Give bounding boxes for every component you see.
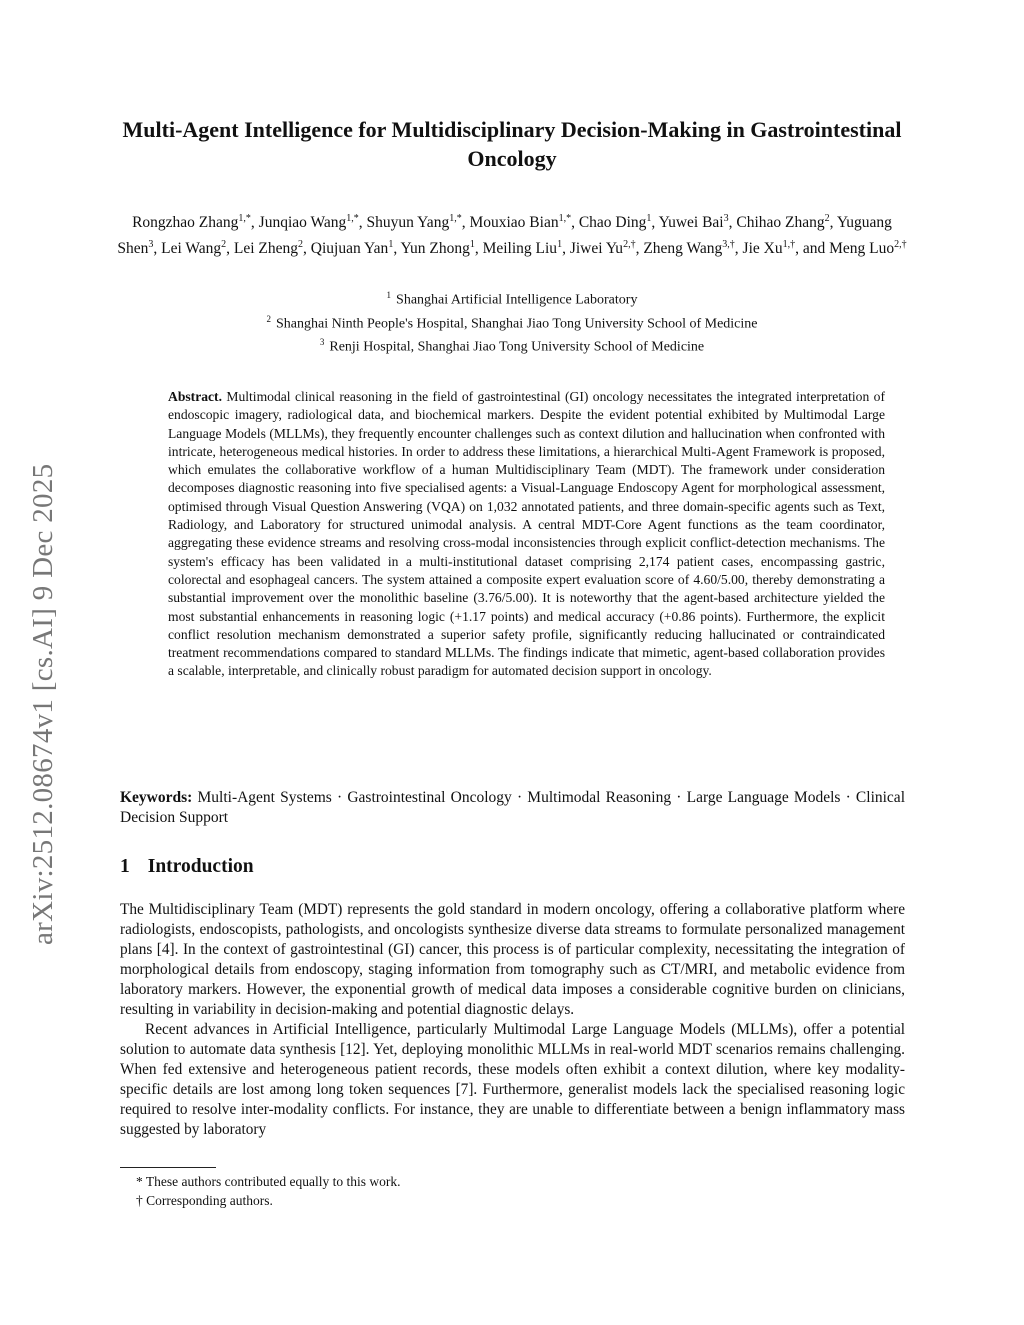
author: Lei Zheng$^2$	[233, 239, 304, 258]
author: Qiujuan Yan$^1$	[310, 239, 394, 258]
author-affiliation-mark: 1,†	[782, 239, 796, 251]
author: Jie $Xu^{1,\dagger}$	[742, 239, 796, 258]
paper-title: Multi-Agent Intelligence for Multidisciplinary Decision-Making in Gastrointestinal Oncology	[122, 117, 902, 171]
author-affiliation-mark: 1	[557, 239, 563, 251]
author: Rongzhao Zhang$^{1,*}$	[132, 213, 251, 232]
section-number: 1	[120, 856, 130, 877]
author: Yuwei Bai$^3$	[658, 213, 729, 232]
author-affiliation-mark: 1,*	[558, 213, 572, 224]
paragraph: Recent advances in Artificial Intelligence, particularly Multimodal Large Language Models (MLLMs), offer a potential solution to automate data synthesis [12]. Yet, deploying monolithic MLLMs in real-world MDT scenarios remains challenging. When fed extensive and heterogeneous patient records, these models often exhibit a context dilution, where key modality-specific details are lost among long token sequences [7]. Furthermore, generalist models lack the specialised reasoning logic required to resolve inter-modality conflicts. For instance, they are unable to differentiate between a benign inflammatory mass suggested by laboratory	[120, 1021, 905, 1138]
author-affiliation-mark: 2	[824, 213, 830, 224]
footnote: * These authors contributed equally to this work.	[136, 1174, 401, 1189]
arxiv-identifier: arXiv:2512.08674v1 [cs.AI] 9 Dec 2025	[27, 463, 59, 945]
paragraph: The Multidisciplinary Team (MDT) represents the gold standard in modern oncology, offering a collaborative platform where radiologists, endoscopists, pathologists, and oncologists synthesize diverse data streams to formulate personalized management plans [4]. In the context of gastrointestinal (GI) cancer, this process is of particular complexity, necessitating the integration of morphological details from endoscopy, staging information from tomography such as CT/MRI, and metabolic evidence from laboratory markers. However, the exponential growth of medical data imposes a considerable cognitive burden on clinicians, resulting in variability in decision-making and potential diagnostic delays.	[120, 901, 905, 1018]
author: Jiwei $Yu^{2,\dagger}$	[569, 239, 636, 258]
author-affiliation-mark: 1,*	[346, 213, 359, 224]
footnote-rule	[120, 1167, 216, 1168]
author-affiliation-mark: 1,*	[449, 213, 462, 224]
author: Yuguang Shen$^3$	[117, 214, 892, 258]
author: Junqiao Wang$^{1,*}$	[258, 213, 359, 232]
footnotes	[120, 1172, 400, 1210]
author-affiliation-mark: 1	[646, 213, 652, 224]
author-affiliation-mark: 3,†	[722, 239, 735, 251]
author: Zheng Wang$^{3,\dagger}$	[643, 239, 735, 258]
author: Shuyun Yang$^{1,*}$	[366, 213, 462, 232]
section-title: Introduction	[147, 856, 254, 877]
author-affiliation-mark: 3	[148, 239, 154, 251]
author-affiliation-mark: 2	[221, 239, 227, 251]
keywords-label: Keywords:	[120, 789, 193, 806]
author: Yun Zhong$^1$	[400, 239, 475, 258]
section-heading	[120, 856, 272, 878]
footnote: † Corresponding authors.	[136, 1193, 273, 1208]
affiliation: $^2$ Shanghai Ninth People's Hospital, Shanghai Jiao Tong University School of Medicine	[266, 313, 758, 332]
keywords-text: Multi-Agent Systems · Gastrointestinal Oncology · Multimodal Reasoning · Large Language Models · Clinical Decision Support	[120, 789, 905, 826]
author-affiliation-mark: 1	[469, 239, 475, 251]
author: Chao Ding$^1$	[578, 213, 652, 232]
author: Meng Luo$^{2,\dagger}$	[829, 239, 907, 258]
author-affiliation-mark: 2,†	[623, 239, 636, 251]
abstract-label: Abstract.	[168, 389, 222, 404]
author-affiliation-mark: 2,†	[894, 239, 907, 251]
abstract	[168, 388, 885, 681]
author: Lei Wang$^2$	[161, 239, 227, 258]
author-affiliation-mark: 2	[298, 239, 304, 251]
affiliation: $^3$ Renji Hospital, Shanghai Jiao Tong University School of Medicine	[319, 337, 705, 355]
author: Mouxiao Bian$^{1,*}$	[469, 213, 572, 232]
abstract-text: Multimodal clinical reasoning in the field of gastrointestinal (GI) oncology necessitates the integrated interpretation of endoscopic imagery, radiological data, and biochemical markers. Despite the evident potential exhibited by Multimodal Large Language Models (MLLMs), they frequently encounter challenges such as context dilution and hallucination when confronted with intricate, heterogeneous medical histories. In order to address these limitations, a hierarchical Multi-Agent Framework is proposed, which emulates the collaborative workflow of a human Multidisciplinary Team (MDT). The framework under consideration decomposes diagnostic reasoning into five specialised agents: a Visual-Language Endoscopy Agent for morphological assessment, optimised through Visual Question Answering (VQA) on 1,032 annotated patients, and three domain-specific agents such as Text, Radiology, and Laboratory for structured unimodal analysis. A central MDT-Core Agent functions as the team coordinator, aggregating these evidence streams and resolving cross-modal inconsistencies through explicit conflict-detection mechanisms. The system's efficacy has been validated in a multi-institutional dataset comprising 2,174 patient cases, encompassing gastric, colorectal and esophageal cancers. The system attained a composite expert evaluation score of 4.60/5.00, thereby demonstrating a substantial improvement over the monolithic baseline (3.76/5.00). It is noteworthy that the agent-based architecture yielded the most substantial enhancements in reasoning logic (+1.17 points) and medical accuracy (+0.86 points). Furthermore, the explicit conflict resolution mechanism demonstrated a superior safety profile, significantly reducing hallucinated or contraindicated treatment recommendations compared to standard MLLMs. The findings indicate that mimetic, agent-based collaboration provides a scalable, interpretable, and clinically robust paradigm for automated decision support in oncology.	[168, 389, 885, 679]
author-affiliation-mark: 3	[723, 213, 729, 224]
author-affiliation-mark: 1	[388, 239, 394, 251]
author: Meiling Liu$^1$	[482, 239, 563, 258]
affiliation: $^1$ Shanghai Artificial Intelligence Laboratory	[386, 290, 638, 308]
author-affiliation-mark: 1,*	[238, 213, 251, 224]
keywords	[120, 788, 905, 828]
introduction-body	[120, 900, 905, 1140]
author: Chihao Zhang$^2$	[736, 213, 830, 232]
affiliation-list	[150, 286, 874, 357]
author-list: Rongzhao Zhang$^{1,*}$, Junqiao Wang$^{1,*}$, Shuyun Yang$^{1,*}$, Mouxiao Bian$^{1,*}$, Chao Ding$^1$, Yuwei Bai$^3$, Chihao Zhang$^2$, Yuguang Shen$^3$, Lei Wang$^2$, Lei Zheng$^2$, Qiujuan Yan$^1$, Yun Zhong$^1$, Meiling Liu$^1$, Jiwei $Yu^{2,\dagger}$, Zheng Wang$^{3,\dagger}$, Jie $Xu^{1,\dagger}$, and Meng Luo$^{2,\dagger}$	[117, 213, 907, 258]
